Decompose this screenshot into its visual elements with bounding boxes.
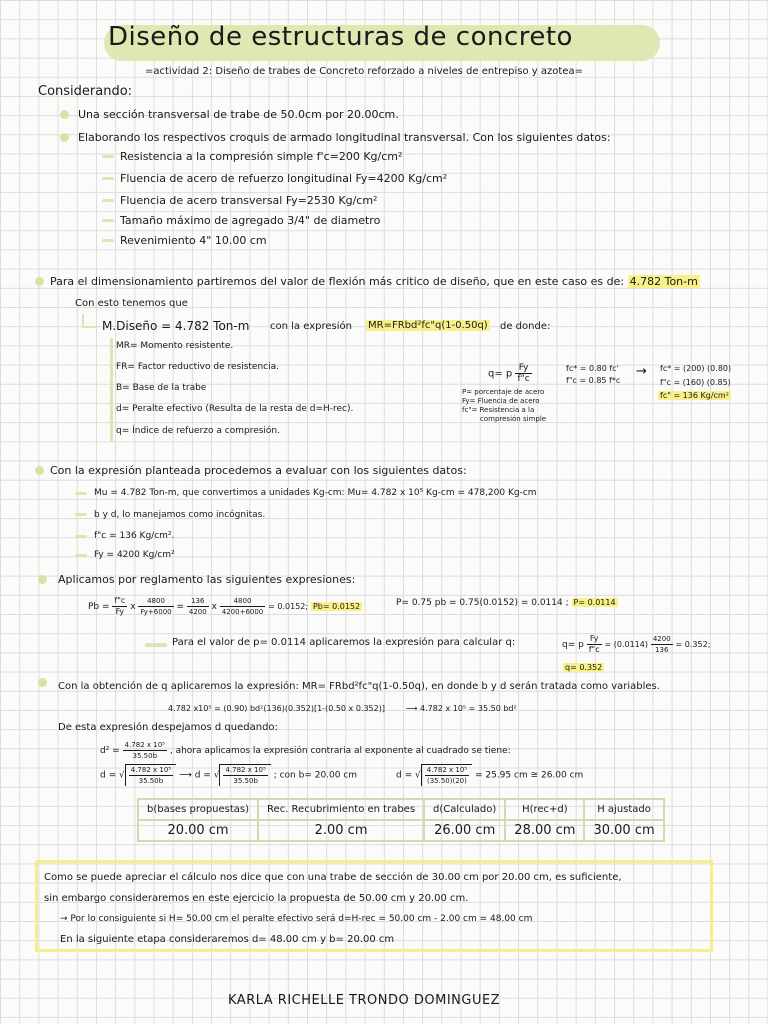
dato-item: Fluencia de acero de refuerzo longitudinal Fy=4200 Kg/cm² [120,172,448,185]
p3-item: Fy = 4200 Kg/cm² [94,550,175,560]
page-title: Diseño de estructuras de concreto [108,22,573,52]
dato-item: Tamaño máximo de agregado 3/4" de diametro [120,214,381,227]
table-header-cell: d(Calculado) [424,799,505,820]
dash-icon [75,492,87,495]
subtitle: =actividad 2: Diseño de trabes de Concreto reforzado a niveles de entrepiso y azotea= [145,66,583,77]
def-item: B= Base de la trabe [116,383,207,393]
p2-text: Para el dimensionamiento partiremos del valor de flexión más critico de diseño, que en este caso es de: 4.782 Ton-m [50,275,698,288]
def-item: d= Peralte efectivo (Resulta de la resta de d=H-rec). [116,404,354,414]
q-legend: P= porcentaje de acero Fy= Fluencia de acero fc"= Resistencia a la compresión simple [462,388,547,423]
p5-eq1: 4.782 x10⁵ = (0.90) bd²(136)(0.352)[1-(0.50 x 0.352)] [168,704,385,713]
table-header-cell: H ajustado [584,799,663,820]
p3-item: Mu = 4.782 Ton-m, que convertimos a unidades Kg-cm: Mu= 4.782 x 10⁵ Kg-cm = 478,200 Kg-cm [94,488,537,498]
author-name: KARLA RICHELLE TRONDO DOMINGUEZ [228,993,501,1008]
conclusion-line: En la siguiente etapa consideraremos d= 48.00 cm y b= 20.00 cm [60,934,395,945]
dash-icon [75,554,87,557]
table-cell: 28.00 cm [505,820,584,841]
defs-bar [110,338,113,442]
table-cell: 26.00 cm [424,820,505,841]
table-cell: 30.00 cm [584,820,663,841]
q-calc: q= p $\frac{Fy}{f"c}$ = (0.0114) $\frac{4200}{136}$ = 0.352; [562,634,711,654]
bullet-icon [60,133,69,142]
p5-text: Con la obtención de q aplicaremos la expresión: MR= FRbd²fc"q(1-0.50q), en donde b y d serán tratada como variables. [58,681,660,692]
p3-text: Con la expresión planteada procedemos a evaluar con los siguientes datos: [50,464,467,477]
de-donde: de donde: [500,321,551,332]
dash-icon [102,239,114,242]
considerando-label: Considerando: [38,84,133,99]
table-cell: 2.00 cm [258,820,424,841]
bullet-icon [38,678,47,687]
dash-icon [75,535,87,538]
arrow-foot [82,326,98,328]
table-header-row [138,799,664,820]
def-item: FR= Factor reductivo de resistencia. [116,362,279,372]
p-highlight: P= 0.0114 [573,598,616,607]
table-header-cell: H(rec+d) [505,799,584,820]
table-header-cell: Rec. Recubrimiento en trabes [258,799,424,820]
mr-expression-highlight: MR=FRbd²fc"q(1-0.50q) [368,320,488,331]
p4-arrow-text: Para el valor de p= 0.0114 aplicaremos la expresión para calcular q: [172,637,516,648]
arrow-icon: → [636,364,647,379]
conclusion-line: → Por lo consiguiente si H= 50.00 cm el peralte efectivo será d=H-rec = 50.00 cm - 2.00 cm = 48.00 cm [60,914,533,924]
despejamos: De esta expresión despejamos d quedando: [58,722,278,733]
fc-result-highlight: fc" = 136 Kg/cm² [660,391,729,400]
pb-formula: Pb = $\frac{f"c}{Fy}$ x $\frac{4800}{Fy+6000}$ = $\frac{136}{4200}$ x $\frac{4800}{4200+6000}$ = 0.0152; Pb= 0.0152 [88,596,361,616]
q-formula: q= p $\frac{Fy}{f"c}$ [488,363,530,384]
dato-item: Revenimiento 4" 10.00 cm [120,234,267,247]
p-formula: P= 0.75 pb = 0.75(0.0152) = 0.0114 ; P= 0.0114 [396,598,616,608]
dash-icon [102,177,114,180]
d-formula-1: d = √ $\frac{\text{4.782 x 10⁵}}{35.50b}$ ⟶ d = √ $\frac{\text{4.782 x 10⁵}}{35.50b}$ ; con b= 20.00 cm [100,766,358,785]
table-header-cell: b(bases propuestas) [138,799,258,820]
dato-item: Fluencia de acero transversal Fy=2530 Kg/cm² [120,194,378,207]
conclusion-line: Como se puede apreciar el cálculo nos dice que con una trabe de sección de 30.00 cm por 20.00 cm, es suficiente, [44,872,622,883]
q-highlight: q= 0.352 [565,663,603,672]
p4-text: Aplicamos por reglamento las siguientes expresiones: [58,573,356,586]
dato-item: Resistencia a la compresión simple f'c=200 Kg/cm² [120,150,403,163]
dash-icon [102,219,114,222]
con-esto: Con esto tenemos que [75,298,188,309]
c-item: Una sección transversal de trabe de 50.0cm por 20.00cm. [78,108,399,121]
bullet-icon [35,466,44,475]
p5-eq1b: ⟶ 4.782 x 10⁵ = 35.50 bd² [406,704,517,713]
pb-highlight: Pb= 0.0152 [312,602,361,611]
dash-icon [102,199,114,202]
dash-icon [102,155,114,158]
m-diseno: M.Diseño = 4.782 Ton-m [102,319,250,333]
fc-eq-3: fc* = (200) (0.80) [660,364,732,373]
d2-formula: d² = $\frac{\text{4.782 x 10⁵}}{35.50b}$ , ahora aplicamos la expresión contraria al exponente al cuadrado se tiene: [100,741,511,760]
moment-value-highlight: 4.782 Ton-m [629,275,698,288]
d-formula-2: d = √ $\frac{\text{4.782 x 10⁵}}{(35.50)(20)}$ = 25.95 cm ≅ 26.00 cm [396,766,584,785]
bullet-icon [60,110,69,119]
bullet-icon [35,277,44,286]
table-row [138,820,664,841]
p3-item: b y d, lo manejamos como incógnitas. [94,510,266,520]
table-cell: 20.00 cm [138,820,258,841]
def-item: MR= Momento resistente. [116,341,234,351]
conclusion-line: sin embargo consideraremos en este ejercicio la propuesta de 50.00 cm y 20.00 cm. [44,893,469,904]
fc-eq-2: f"c = 0.85 f*c [566,376,621,385]
p3-item: f"c = 136 Kg/cm². [94,531,175,541]
con-expr: con la expresión [270,321,352,332]
dash-icon [75,513,87,516]
arrow-icon [145,643,167,647]
c-item: Elaborando los respectivos croquis de armado longitudinal transversal. Con los siguientes datos: [78,131,611,144]
results-table [137,798,665,842]
def-item: q= Índice de refuerzo a compresión. [116,426,280,436]
fc-eq-4: f"c = (160) (0.85) [660,378,731,387]
bullet-icon [38,575,47,584]
fc-eq-1: fc* = 0.80 fc' [566,364,619,373]
